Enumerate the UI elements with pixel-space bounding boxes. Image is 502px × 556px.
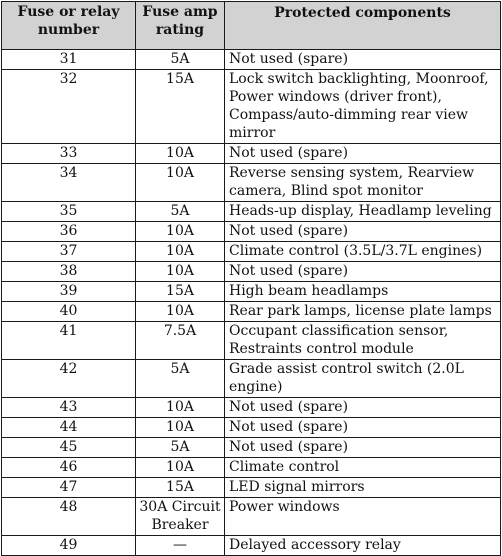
table-header [2, 2, 501, 50]
fuse-number-cell: 31 [2, 50, 136, 70]
amp-rating-cell: 5A [136, 360, 225, 398]
fuse-number-cell: 36 [2, 222, 136, 242]
amp-rating-cell: 10A [136, 418, 225, 438]
table-row [2, 164, 501, 202]
protected-components-cell: Not used (spare) [225, 438, 501, 458]
table-row [2, 478, 501, 498]
fuse-number-cell: 47 [2, 478, 136, 498]
fuse-number-cell: 34 [2, 164, 136, 202]
table-row [2, 360, 501, 398]
table-row [2, 282, 501, 302]
fuse-number-cell: 33 [2, 144, 136, 164]
protected-components-cell: Grade assist control switch (2.0L engine) [225, 360, 501, 398]
table-row [2, 222, 501, 242]
fuse-table [1, 1, 501, 556]
protected-components-cell: Power windows [225, 498, 501, 536]
table-row [2, 50, 501, 70]
header-amp-rating: Fuse amp rating [136, 2, 225, 50]
protected-components-cell: Not used (spare) [225, 50, 501, 70]
protected-components-cell: Delayed accessory relay [225, 536, 501, 556]
protected-components-cell: Not used (spare) [225, 418, 501, 438]
table-row [2, 418, 501, 438]
table-row [2, 498, 501, 536]
fuse-table-container [1, 1, 501, 556]
protected-components-cell: Rear park lamps, license plate lamps [225, 302, 501, 322]
fuse-number-cell: 40 [2, 302, 136, 322]
fuse-number-cell: 42 [2, 360, 136, 398]
table-row [2, 438, 501, 458]
protected-components-cell: Not used (spare) [225, 144, 501, 164]
table-row [2, 302, 501, 322]
header-fuse-number: Fuse or relay number [2, 2, 136, 50]
protected-components-cell: Climate control (3.5L/3.7L engines) [225, 242, 501, 262]
fuse-number-cell: 39 [2, 282, 136, 302]
fuse-number-cell: 43 [2, 398, 136, 418]
amp-rating-cell: 10A [136, 458, 225, 478]
fuse-number-cell: 46 [2, 458, 136, 478]
table-body [2, 50, 501, 556]
amp-rating-cell: 7.5A [136, 322, 225, 360]
protected-components-cell: Reverse sensing system, Rearview camera, Blind spot monitor [225, 164, 501, 202]
protected-components-cell: High beam headlamps [225, 282, 501, 302]
amp-rating-cell: 5A [136, 438, 225, 458]
fuse-number-cell: 32 [2, 70, 136, 144]
amp-rating-cell: 10A [136, 222, 225, 242]
fuse-number-cell: 49 [2, 536, 136, 556]
amp-rating-cell: 15A [136, 70, 225, 144]
protected-components-cell: Not used (spare) [225, 262, 501, 282]
fuse-number-cell: 35 [2, 202, 136, 222]
fuse-number-cell: 45 [2, 438, 136, 458]
table-row [2, 202, 501, 222]
table-row [2, 262, 501, 282]
amp-rating-cell: 10A [136, 164, 225, 202]
amp-rating-cell: 15A [136, 478, 225, 498]
table-row [2, 322, 501, 360]
table-row [2, 536, 501, 556]
protected-components-cell: Climate control [225, 458, 501, 478]
header-row [2, 2, 501, 50]
amp-rating-cell: 10A [136, 262, 225, 282]
protected-components-cell: Not used (spare) [225, 222, 501, 242]
amp-rating-cell: 5A [136, 50, 225, 70]
protected-components-cell: Heads-up display, Headlamp leveling [225, 202, 501, 222]
fuse-number-cell: 41 [2, 322, 136, 360]
table-row [2, 458, 501, 478]
header-protected-components: Protected components [225, 2, 501, 50]
amp-rating-cell: 10A [136, 242, 225, 262]
fuse-number-cell: 38 [2, 262, 136, 282]
fuse-number-cell: 48 [2, 498, 136, 536]
amp-rating-cell: 10A [136, 398, 225, 418]
table-row [2, 242, 501, 262]
amp-rating-cell: 10A [136, 302, 225, 322]
amp-rating-cell: — [136, 536, 225, 556]
amp-rating-cell: 10A [136, 144, 225, 164]
fuse-number-cell: 37 [2, 242, 136, 262]
protected-components-cell: LED signal mirrors [225, 478, 501, 498]
table-row [2, 70, 501, 144]
table-row [2, 398, 501, 418]
fuse-number-cell: 44 [2, 418, 136, 438]
protected-components-cell: Occupant classification sensor, Restraints control module [225, 322, 501, 360]
amp-rating-cell: 30A Circuit Breaker [136, 498, 225, 536]
protected-components-cell: Not used (spare) [225, 398, 501, 418]
table-row [2, 144, 501, 164]
amp-rating-cell: 5A [136, 202, 225, 222]
protected-components-cell: Lock switch backlighting, Moonroof, Power windows (driver front), Compass/auto-dimming rear view mirror [225, 70, 501, 144]
amp-rating-cell: 15A [136, 282, 225, 302]
